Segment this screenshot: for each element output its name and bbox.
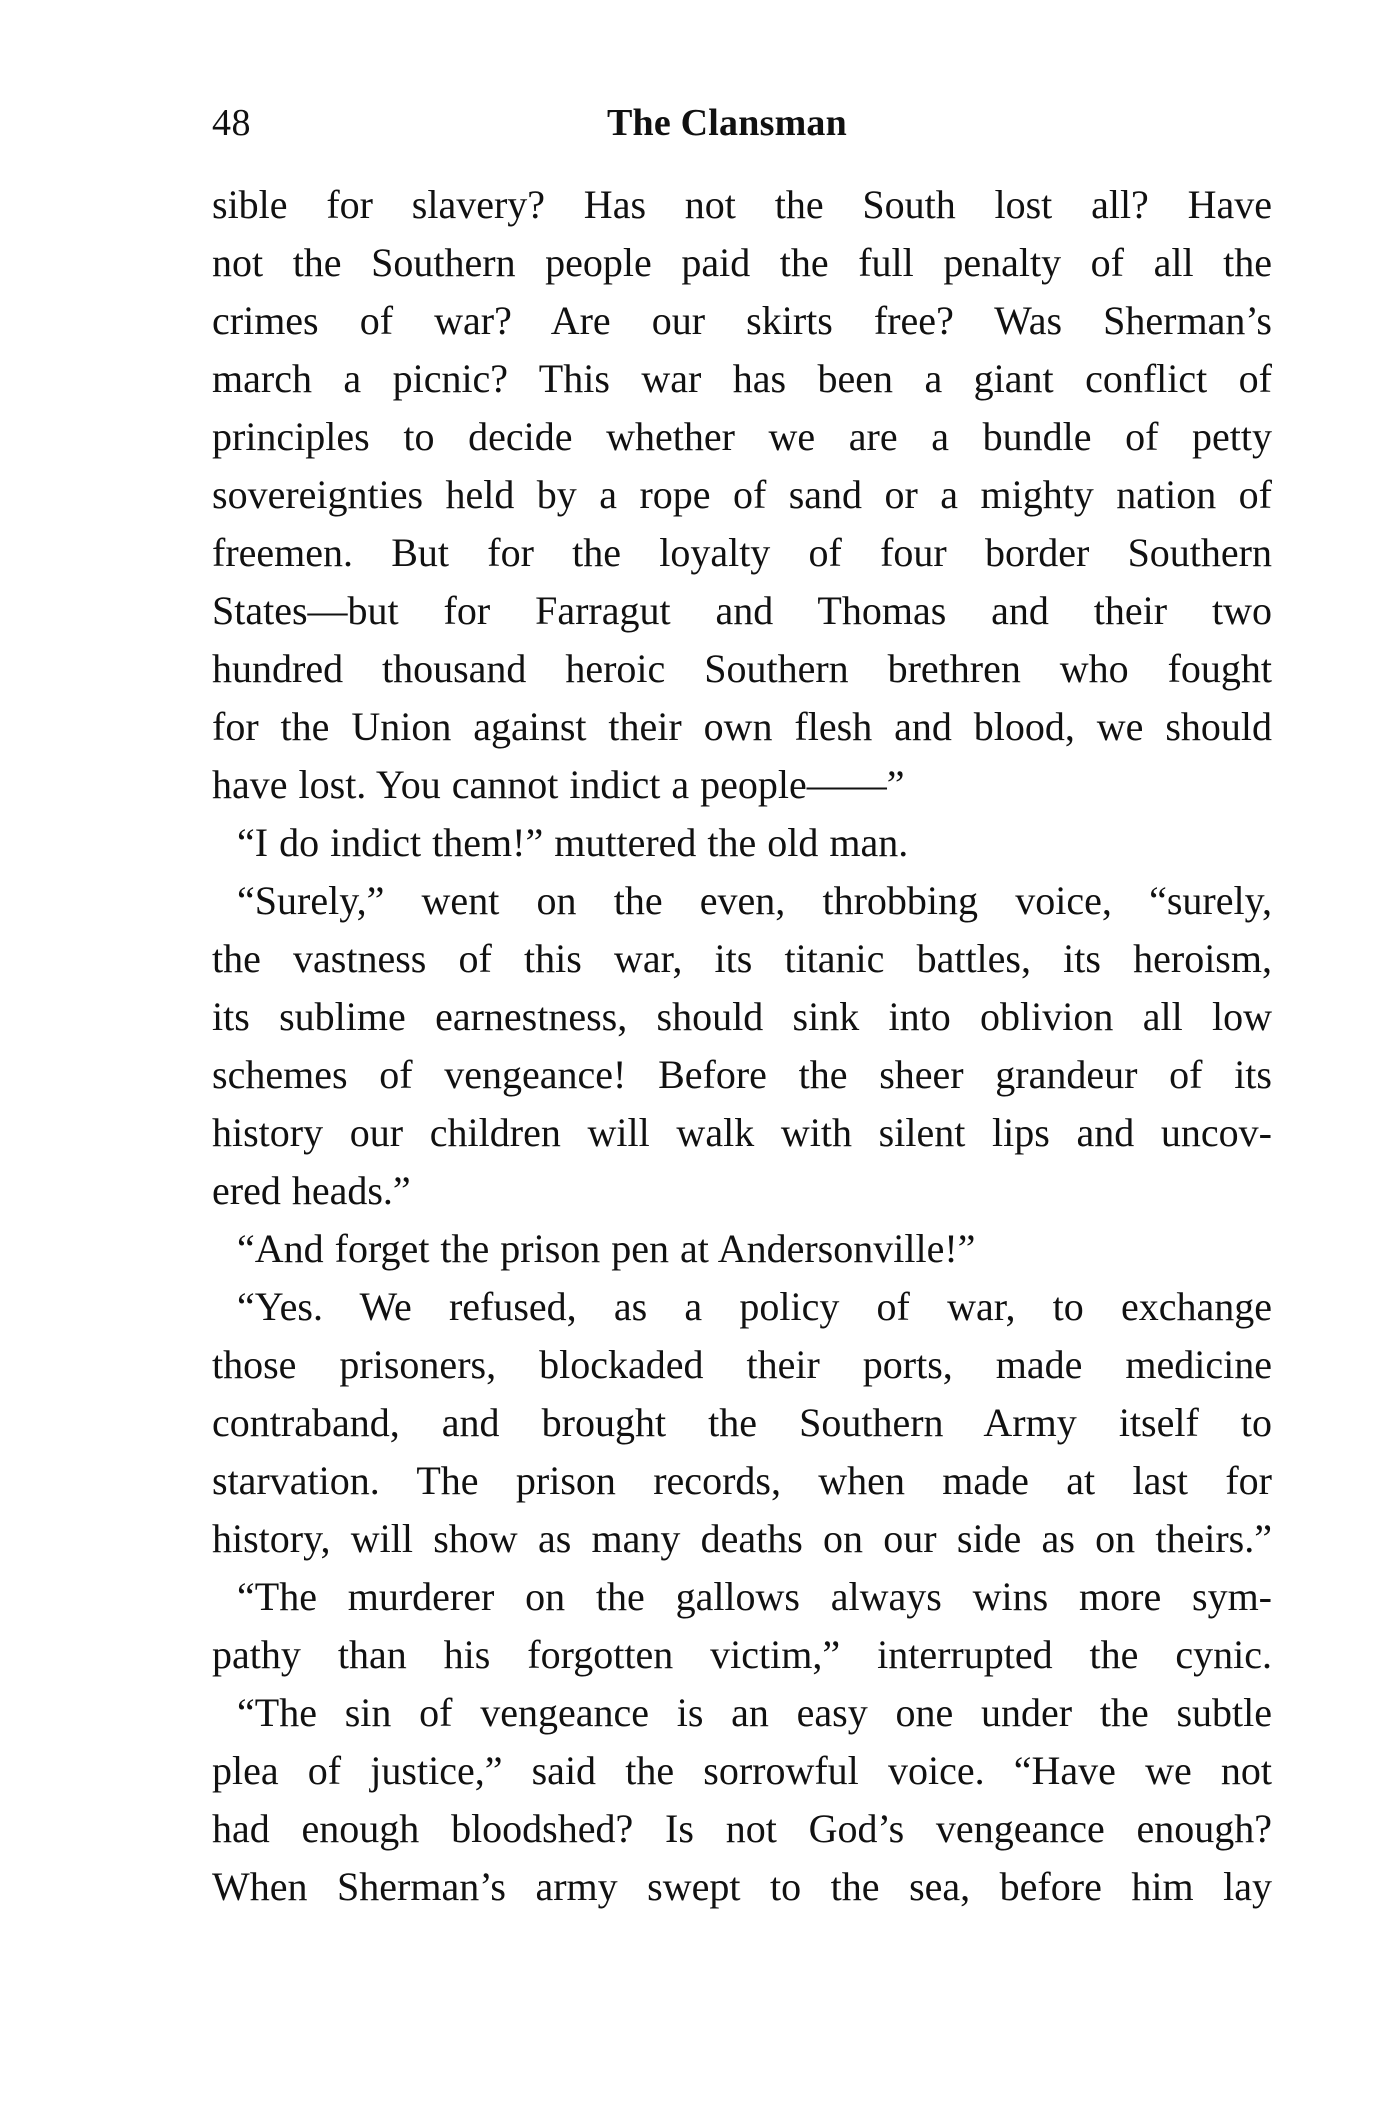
text-line: history, will show as many deaths on our side as on theirs.” [212,1516,1272,1561]
text-line: “The murderer on the gallows always wins more sym- [237,1574,1272,1619]
text-line: “Yes. We refused, as a policy of war, to exchange [237,1284,1272,1329]
text-line: “The sin of vengeance is an easy one under the subtle [237,1690,1272,1735]
text-line: for the Union against their own flesh and blood, we should [212,704,1272,749]
text-line: freemen. But for the loyalty of four border Southern [212,530,1272,575]
text-line: “Surely,” went on the even, throbbing voice, “surely, [237,878,1272,923]
text-line: the vastness of this war, its titanic battles, its heroism, [212,936,1272,981]
text-line: crimes of war? Are our skirts free? Was Sherman’s [212,298,1272,343]
text-line: pathy than his forgotten victim,” interrupted the cynic. [212,1632,1272,1677]
text-line: sible for slavery? Has not the South lost all? Have [212,182,1272,227]
body-text [212,176,1272,1916]
text-line: its sublime earnestness, should sink into oblivion all low [212,994,1272,1039]
text-line: had enough bloodshed? Is not God’s vengeance enough? [212,1806,1272,1851]
running-head [212,96,1272,166]
text-line: contraband, and brought the Southern Army itself to [212,1400,1272,1445]
book-title: The Clansman [607,102,847,144]
text-line: “And forget the prison pen at Andersonville!” [237,1226,976,1271]
text-line: When Sherman’s army swept to the sea, before him lay [212,1864,1272,1909]
text-line: not the Southern people paid the full penalty of all the [212,240,1272,285]
text-line: schemes of vengeance! Before the sheer grandeur of its [212,1052,1272,1097]
text-line: States—but for Farragut and Thomas and their two [212,588,1272,633]
text-line: hundred thousand heroic Southern brethren who fought [212,646,1272,691]
text-line: sovereignties held by a rope of sand or a mighty nation of [212,472,1272,517]
text-line: march a picnic? This war has been a giant conflict of [212,356,1272,401]
text-line: principles to decide whether we are a bundle of petty [212,414,1272,459]
text-line: plea of justice,” said the sorrowful voice. “Have we not [212,1748,1272,1793]
text-line: ered heads.” [212,1168,411,1213]
text-line: starvation. The prison records, when made at last for [212,1458,1272,1503]
text-line: “I do indict them!” muttered the old man. [237,820,909,865]
text-line: those prisoners, blockaded their ports, made medicine [212,1342,1272,1387]
page-number: 48 [212,102,251,144]
text-line: have lost. You cannot indict a people——” [212,762,905,807]
text-line: history our children will walk with silent lips and uncov- [212,1110,1272,1155]
